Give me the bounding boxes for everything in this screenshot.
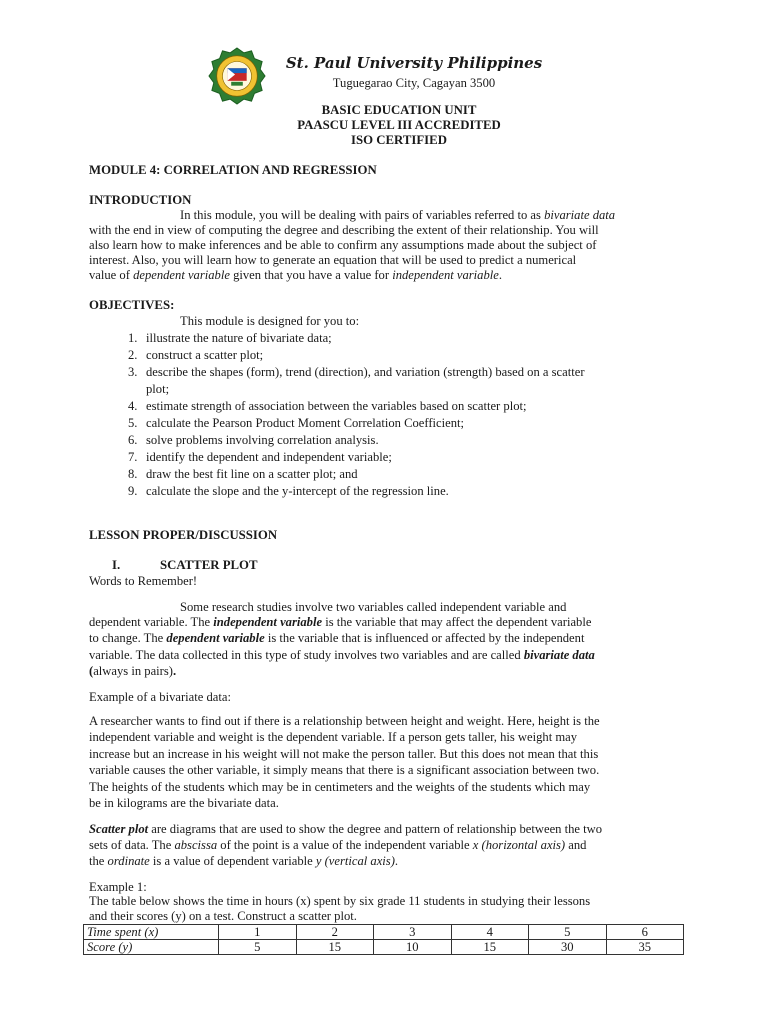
example1-title: Example 1:: [89, 880, 147, 894]
table-cell: 15: [451, 940, 529, 955]
row-label-time: Time spent (x): [84, 925, 219, 940]
intro-line-5: value of dependent variable given that you have a value for independent variable.: [89, 268, 503, 282]
intro-line-2: with the end in view of computing the degree and describing the extent of their relationship. You will: [89, 223, 599, 237]
header-unit: BASIC EDUCATION UNIT: [321, 103, 477, 117]
header-accreditation: PAASCU LEVEL III ACCREDITED: [297, 118, 501, 132]
table-cell: 10: [374, 940, 452, 955]
table-row: [84, 940, 684, 955]
objectives-heading: OBJECTIVES:: [89, 298, 175, 312]
list-item: 2. construct a scatter plot;: [128, 348, 264, 362]
row-label-score: Score (y): [84, 940, 219, 955]
para1-line-4: variable. The data collected in this type of study involves two variables and are called bivariate data: [89, 648, 595, 662]
list-item: 5. calculate the Pearson Product Moment Correlation Coefficient;: [128, 416, 465, 430]
para3-line-2: sets of data. The abscissa of the point is a value of the independent variable x (horizontal axis) and: [89, 838, 587, 852]
table-cell: 5: [529, 925, 607, 940]
university-address: Tuguegarao City, Cagayan 3500: [332, 76, 496, 90]
list-item: plot;: [146, 382, 170, 396]
para1-line-2: dependent variable. The independent variable is the variable that may affect the dependent variable: [89, 615, 592, 629]
intro-line-3: also learn how to make inferences and be able to confirm any assumptions made about the subject of: [89, 238, 597, 252]
list-item: 1. illustrate the nature of bivariate data;: [128, 331, 332, 345]
para1-line-5: (always in pairs).: [89, 664, 177, 678]
list-item: 6. solve problems involving correlation analysis.: [128, 433, 379, 447]
intro-line-4: interest. Also, you will learn how to generate an equation that will be used to predict a numerical: [89, 253, 577, 267]
para2-line-6: be in kilograms are the bivariate data.: [89, 796, 279, 810]
table-cell: 5: [219, 940, 297, 955]
para3-line-3: the ordinate is a value of dependent variable y (vertical axis).: [89, 854, 399, 868]
para2-line-4: variable causes the other variable, it simply means that there is a significant association between two.: [89, 763, 600, 777]
table-cell: 30: [529, 940, 607, 955]
table-cell: 4: [451, 925, 529, 940]
list-item: 8. draw the best fit line on a scatter plot; and: [128, 467, 358, 481]
para3-line-1: Scatter plot are diagrams that are used to show the degree and pattern of relationship between the two: [89, 822, 603, 836]
table-cell: 35: [606, 940, 684, 955]
example-label: Example of a bivariate data:: [89, 690, 231, 704]
data-table: [83, 924, 684, 955]
list-item: 4. estimate strength of association between the variables based on scatter plot;: [128, 399, 527, 413]
table-row: [84, 925, 684, 940]
para2-line-1: A researcher wants to find out if there is a relationship between height and weight. Here, height is the: [89, 714, 600, 728]
header-certification: ISO CERTIFIED: [351, 133, 447, 147]
para1-line-1: Some research studies involve two variables called independent variable and: [180, 600, 567, 614]
table-cell: 6: [606, 925, 684, 940]
objectives-lead: This module is designed for you to:: [180, 314, 360, 328]
para2-line-3: increase but an increase in his weight will not make the person taller. But this does not mean that this: [89, 747, 599, 761]
section-number: I.: [112, 558, 121, 572]
para2-line-5: The heights of the students which may be in centimeters and the weights of the students which may: [89, 780, 591, 794]
list-item: 3. describe the shapes (form), trend (direction), and variation (strength) based on a scatter: [128, 365, 585, 379]
list-item: 9. calculate the slope and the y-intercept of the regression line.: [128, 484, 449, 498]
para1-line-3: to change. The dependent variable is the variable that is influenced or affected by the independent: [89, 631, 585, 645]
list-item: 7. identify the dependent and independent variable;: [128, 450, 392, 464]
table-cell: 3: [374, 925, 452, 940]
table-cell: 15: [296, 940, 374, 955]
lesson-heading: LESSON PROPER/DISCUSSION: [89, 528, 278, 542]
example1-line-1: The table below shows the time in hours (x) spent by six grade 11 students in studying their lessons: [89, 894, 591, 908]
section-title: SCATTER PLOT: [160, 558, 258, 572]
words-to-remember: Words to Remember!: [89, 574, 198, 588]
para2-line-2: independent variable and weight is the dependent variable. If a person gets taller, his weight may: [89, 730, 578, 744]
university-name: St. Paul University Philippines: [285, 54, 543, 72]
module-title: MODULE 4: CORRELATION AND REGRESSION: [89, 163, 377, 177]
example1-line-2: and their scores (y) on a test. Construct a scatter plot.: [89, 909, 357, 923]
intro-line-1: In this module, you will be dealing with pairs of variables referred to as bivariate data: [180, 208, 616, 222]
table-cell: 1: [219, 925, 297, 940]
intro-heading: INTRODUCTION: [89, 193, 192, 207]
table-cell: 2: [296, 925, 374, 940]
